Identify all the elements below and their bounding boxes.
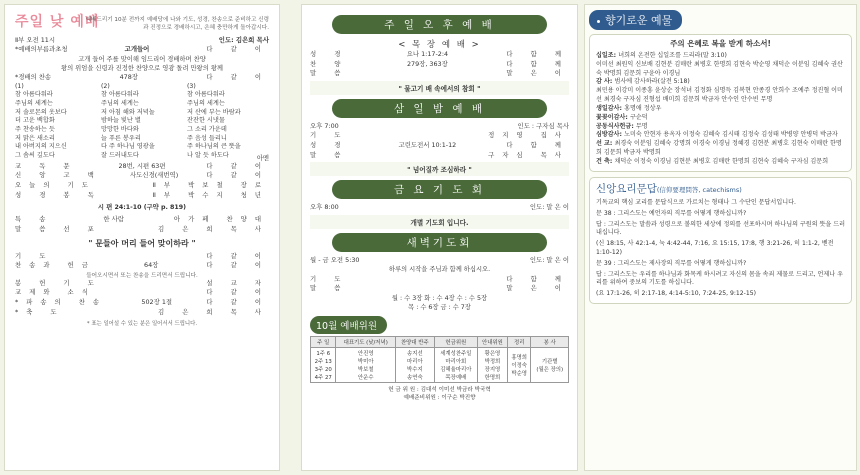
page-title: 주일 낮 예배	[15, 14, 100, 30]
offer-note: 들어오시면서 또는 찬송을 드리면서 드립니다.	[86, 272, 198, 279]
offering-line: 건 축: 채덕순 이정숙 이경님 김현분 최병호 김매란 한명희 김현숙 김혜숙 구자심 김문희	[596, 157, 829, 165]
qa-line: 답 : 그리스도는 우리를 하나님과 화목케 하시려고 자신의 몸을 속죄 제물로 드리고, 언제나 우리를 위하여 중보의 기도를 하십니다.	[596, 270, 843, 287]
offering-line: 십일조: 녀희의 온전한 십일조를 드리라(말 3:10)	[596, 51, 727, 59]
order-row: 찬송과 헌금 64장 다 같 이	[15, 261, 269, 270]
footer-line: 예배준비위원 : 이구순 박진향	[403, 395, 476, 402]
offering-line: 공동식사헌금: 무명	[596, 122, 648, 130]
intro-lyric: 고개 들어 주를 맞이해 임드리어 경배하며 찬양	[78, 55, 206, 63]
table-header	[311, 337, 569, 348]
order-list	[15, 162, 269, 200]
order-row: 말 씀 구자심 목사	[310, 150, 569, 159]
scripture: 시 편 24:1-10 (구약 p. 819)	[97, 204, 187, 212]
order-row: *축 도 김 은 희 목 사	[15, 307, 269, 316]
table-header-cell: 봉 사	[531, 337, 569, 348]
intro-text: 예배드리기 10분 전까지 예배당에 나와 기도, 성경, 찬송으로 준비하고 신령과 진정으로 경배하시고, 은혜 충만하게 돌아갑시다.	[85, 17, 269, 31]
sunday-service-panel	[4, 4, 280, 471]
qa-list	[596, 210, 845, 299]
footnote: * 표는 일어설 수 있는 분은 일어서서 드립니다.	[86, 321, 198, 328]
order-row: *경배의 찬송 478장 다 같 이	[15, 73, 269, 82]
table-row	[311, 348, 569, 383]
catechism-intro: 기독교의 핵심 교리를 문답식으로 가르치는 형태나 그 수단인 문답서입니다.	[596, 198, 796, 206]
section-heading: 새벽기도회	[332, 233, 547, 252]
order-row: 성 경 고린도전서 10:1-12 다 함 께	[310, 141, 569, 150]
order-row: 기 도 다 같 이	[15, 251, 269, 260]
note: 개별 기도회 입니다.	[310, 215, 569, 229]
table-header-cell: 대표기도 (낮/저녁)	[336, 337, 395, 348]
order-list	[15, 252, 269, 271]
order-row: *파송의 찬송 502장 1절 다 같 이	[15, 298, 269, 306]
order-list	[310, 50, 569, 79]
table-cell: 1주 6 2주 13 3주 20 4주 27	[311, 348, 336, 383]
catechism-box	[589, 177, 852, 305]
offering-panel	[584, 4, 857, 471]
qa-line: 문 38 : 그리스도는 예언자의 직무를 어떻게 행하십니까?	[596, 209, 747, 217]
section-heading: 삼 일 밤 예 배	[332, 99, 547, 118]
service-header: Ⅱ부 오전 11시 인도: 김은희 목사	[15, 35, 269, 44]
table-header-cell: 정리	[507, 337, 530, 348]
table-cell: 홍명희 이정숙 박순영	[507, 348, 530, 383]
committee-table	[310, 336, 569, 383]
offering-line: 이미선 최원익 신보배 김현분 김매란 최병호 한명희 김현숙 박순영 채덕순 이분임 김혜숙 권산숙 박명희 김문희 구윤아 이경님	[596, 60, 843, 77]
offering-box	[589, 34, 852, 172]
offering-line: 선 교: 최경숙 이분임 김혜숙 강명희 이경숙 이경님 정혜경 김현분 최병호 김현숙 이매란 한명희 김문희 박금자 박명희	[596, 140, 842, 156]
qa-line: 답 : 그리스도는 말씀과 성령으로 볼의한 세상에 정의를 선포하시며 하나님의 구원의 뜻을 드러내십니다.	[596, 220, 846, 237]
service-header: 오후 8:00 인도: 말 은 이	[310, 203, 569, 212]
order-row: 기 도 다 함 께	[310, 274, 569, 283]
weekday-service-panel	[301, 4, 578, 471]
note: 하루의 시작을 주님과 함께 하십시오.	[388, 266, 491, 274]
qa-line: (신 18:15, 사 42:1-4, 눅 4:42-44, 7:16, 요 15:15, 17:8, 행 3:21-26, 히 1:1-2, 벧전 1:10-12)	[596, 240, 834, 256]
sermon-title: " 문들아 머리 들어 맞이하라 "	[88, 238, 196, 248]
table-cell: 기관별 (월은 장의)	[531, 348, 569, 383]
committee-heading: 10월 예배위원	[310, 314, 569, 334]
offering-line: 꽃꽂이감사: 구순덕	[596, 113, 648, 121]
offering-line: 감 사: 범사에 감사하라(살전 5:18)	[596, 78, 690, 86]
offering-list	[596, 52, 845, 167]
table-header-cell: 안내위원	[477, 337, 507, 348]
order-row: 성 경 봉 독 Ⅱ부 박수지 청년	[15, 190, 269, 199]
intro-lyric: 왕의 위엄을 신령과 진정한 찬양으로 영광 돌려 만왕의 왕께	[61, 65, 223, 72]
order-row: 말 씀 말 은 이	[310, 284, 569, 293]
order-row: 봉 헌 기 도 설 교 자	[15, 278, 269, 287]
box-title: 주의 은혜로 복을 받게 하소서!	[670, 39, 771, 48]
order-row: 교 독 문 28번, 시편 63편 다 같 이	[15, 161, 269, 170]
table-header-cell: 헌금위원	[434, 337, 477, 348]
order-row: 특 송 한 사람 아가페 찬양대	[15, 215, 269, 224]
order-row: 성 경 요나 1:17-2:4 다 함 께	[310, 50, 569, 58]
weekly-reading: 목 : 수 6장 금 : 수 7장	[408, 303, 471, 311]
qa-line: 문 39 : 그리스도는 제사장의 직무를 어떻게 행하십니까?	[596, 259, 747, 267]
section-heading: 주 일 오 후 예 배	[332, 15, 547, 34]
sermon-title: " 물고기 배 속에서의 참회 "	[310, 81, 569, 95]
table-header-cell: 찬양대 반주	[395, 337, 434, 348]
offering-line: 생일감사: 홍명애 정상우	[596, 104, 662, 112]
order-row: 교제와 소식 다 같 이	[15, 288, 269, 297]
section-subheading: < 목 장 예 배 >	[398, 40, 481, 50]
order-row: *예배의부름과초청 고개들어 다 같 이	[15, 45, 269, 54]
order-row: 말 씀 선 포 김 은 희 목 사	[15, 224, 269, 233]
order-list	[310, 131, 569, 160]
order-row: 찬 양 279장, 363장 다 함 께	[310, 59, 569, 68]
service-header: 월 - 금 오전 5:30 인도: 말 은 이	[310, 255, 569, 264]
sermon-title: " 넘어질까 조심하라 "	[310, 162, 569, 176]
order-list	[15, 215, 269, 234]
footer-line: 헌 금 위 원 : 김대석 이미선 박금라 박국혁	[388, 387, 491, 394]
order-row: 신 앙 고 백 사도신경(새번역) 다 같 이	[15, 171, 269, 180]
hymn-verse: (1) 참 아름다워라 주님의 세계는 저 솔로몬의 옷보다 더 고운 백합화 주 찬송하는 듯 저 맑은 새소리 내 아버지의 지으신 그 솜씨 깊도다	[15, 82, 67, 160]
amen: 아멘	[256, 154, 269, 162]
table-cell: 황은영 박정희 장지영 한명희	[477, 348, 507, 383]
table-cell: 안진영 박미아 박보철 안운수	[336, 348, 395, 383]
table-cell: 세계성찬주일 마리아회 김혜율마리아 목장예배	[434, 348, 477, 383]
hymn-lyrics	[15, 83, 269, 161]
offering-line: 심방감사: 노미숙 안현자 용옥자 이정숙 김혜숙 김시태 김정숙 김성태 박병양 안병덕 박금자	[596, 131, 838, 139]
table-cell: 송지선 마리아 박수지 송연숙	[395, 348, 434, 383]
catechism-title: 신앙요리문답(信仰要理問答, catechisms)	[596, 182, 742, 195]
order-row: 기 도 정지영 집사	[310, 131, 569, 140]
order-list	[310, 275, 569, 294]
order-row: 오늘의 기도 Ⅱ부 박보철 장로	[15, 181, 269, 189]
order-list	[15, 279, 269, 317]
table-header-cell: 주 일	[311, 337, 336, 348]
order-row: 말 씀 말 은 이	[310, 69, 569, 78]
hymn-verse: (2) 참 아름다워라 주님의 세계는 저 아침 해와 저녁놀 밤하늘 빛난 별 망망한 바다와 늘 푸른 봉우리 다 주 하나님 영광을 잘 드러내도다	[101, 82, 155, 160]
weekly-reading: 월 : 수 3장 화 : 수 4장 수 : 수 5장	[391, 294, 488, 302]
offering-line: 최민용 이강미 이종흥 윤상순 장석녀 김정화 심명득 김복현 안종경 안희수 조예주 정진혈 이미선 최경숙 구자심 진형섭 배미희 김문희 박금자 안수인 안수빈 무명	[596, 87, 843, 104]
hymn-verse: (3) 참 아름다워라 주님의 세계는 저 산에 부는 바람과 잔잔한 시냇물 그 소리 가운데 주 음성 들리니 주 하나님의 큰 뜻을 나 알 듯 하도다	[187, 82, 241, 160]
offering-heading: 향기로운 예물	[589, 9, 852, 30]
circle-icon	[595, 18, 602, 25]
service-header: 오후 7:00 인도 : 구자심 목사	[310, 121, 569, 130]
section-heading: 금 요 기 도 회	[332, 180, 547, 199]
qa-line: (요 17:1-26, 히 2:17-18, 4:14-5:10, 7:24-25, 9:12-15)	[596, 290, 757, 298]
